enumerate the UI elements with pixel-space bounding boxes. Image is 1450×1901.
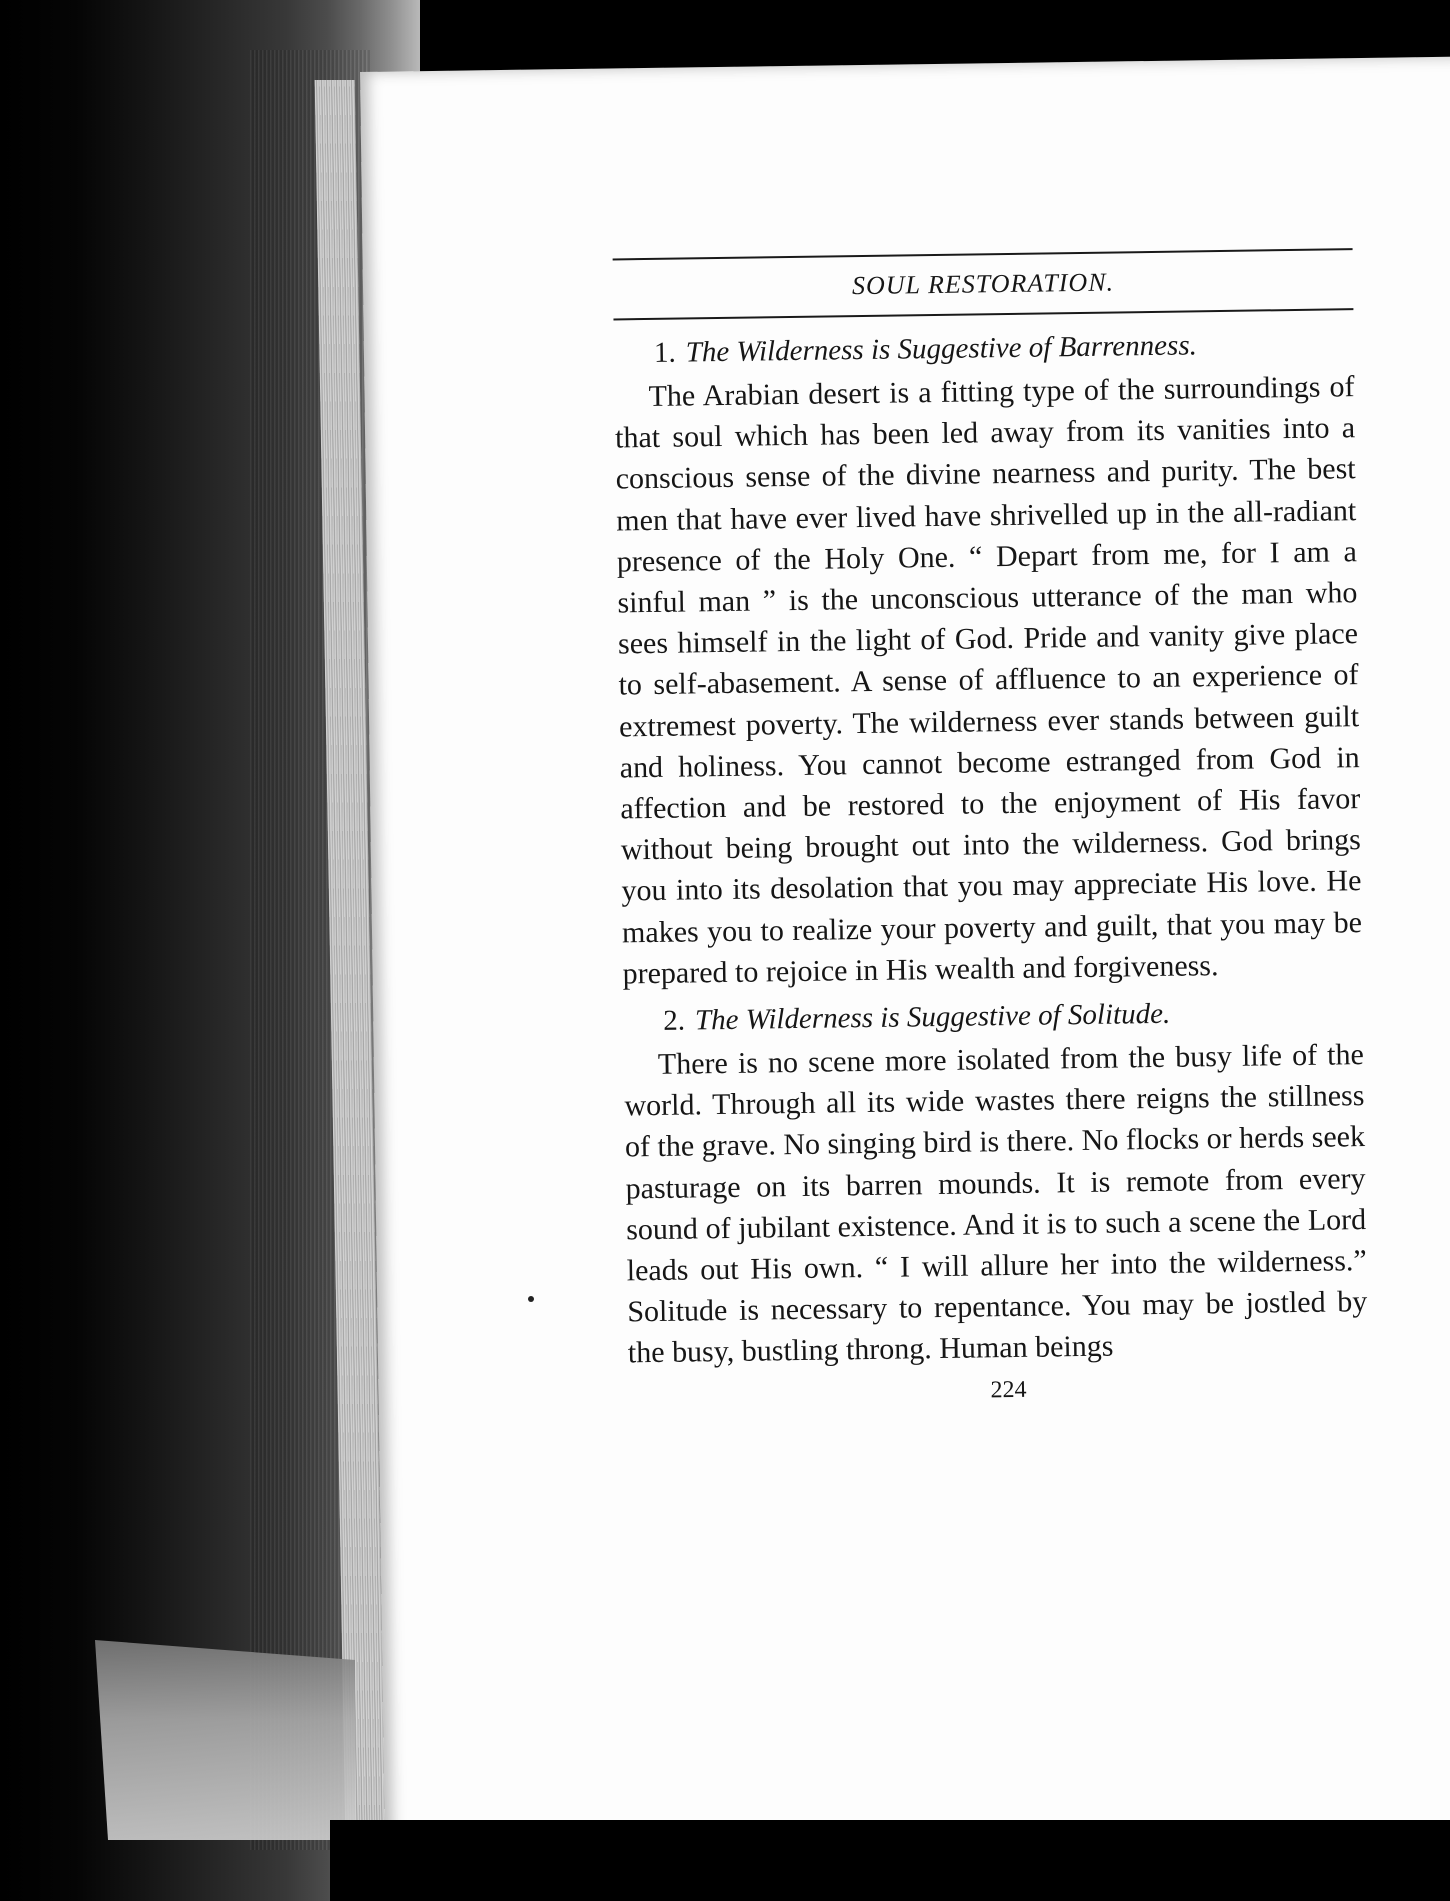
- page-text-block: [613, 248, 1369, 1409]
- section-number: 1.: [653, 336, 676, 369]
- page-corner-wedge: [95, 1640, 355, 1840]
- section-paragraph-1: The Arabian desert is a fitting type of the surroundings of that soul which has been led away from its vanities into a conscious sense of the divine nearness and purity. The best men that have ever lived have shrivelled up in the all-radiant presence of the Holy One. “ Depart from me, for I am a sinful man ” is the unconscious utterance of the man who sees himself in the light of God. Pride and vanity give place to self-abasement. A sense of affluence to an experience of extremest poverty. The wilderness ever stands between guilt and holiness. You cannot become estranged from God in affection and be restored to the enjoyment of His favor without being brought out into the wilderness. God brings you into its desolation that you may appreciate His love. He makes you to realize your poverty and guilt, that you may be prepared to rejoice in His wealth and forgiveness.: [614, 370, 1363, 991]
- section-title: The Wilderness is Suggestive of Solitude.: [694, 997, 1171, 1037]
- section-heading-2: [623, 990, 1364, 1042]
- page-number: 224: [990, 1376, 1027, 1403]
- section-heading-1: [614, 322, 1355, 374]
- header-rule-top: [613, 248, 1353, 260]
- scan-speck: [528, 1296, 534, 1302]
- running-head: SOUL RESTORATION.: [851, 267, 1115, 301]
- section-paragraph-2: There is no scene more isolated from the busy life of the world. Through all its wide wastes there reigns the stillness of the grave. No singing bird is there. No flocks or herds seek pasturage on its barren mounds. It is remote from every sound of jubilant existence. And it is to such a scene the Lord leads out His own. “ I will allure her into the wilderness.” Solitude is necessary to repentance. You may be jostled by the busy, bustling throng. Human beings: [624, 1038, 1368, 1370]
- header-rule-bottom: [613, 308, 1353, 320]
- section-number: 2.: [663, 1004, 686, 1037]
- section-title: The Wilderness is Suggestive of Barrenness.: [685, 329, 1198, 369]
- bottom-shadow: [330, 1820, 1450, 1901]
- book-page: [360, 56, 1450, 1851]
